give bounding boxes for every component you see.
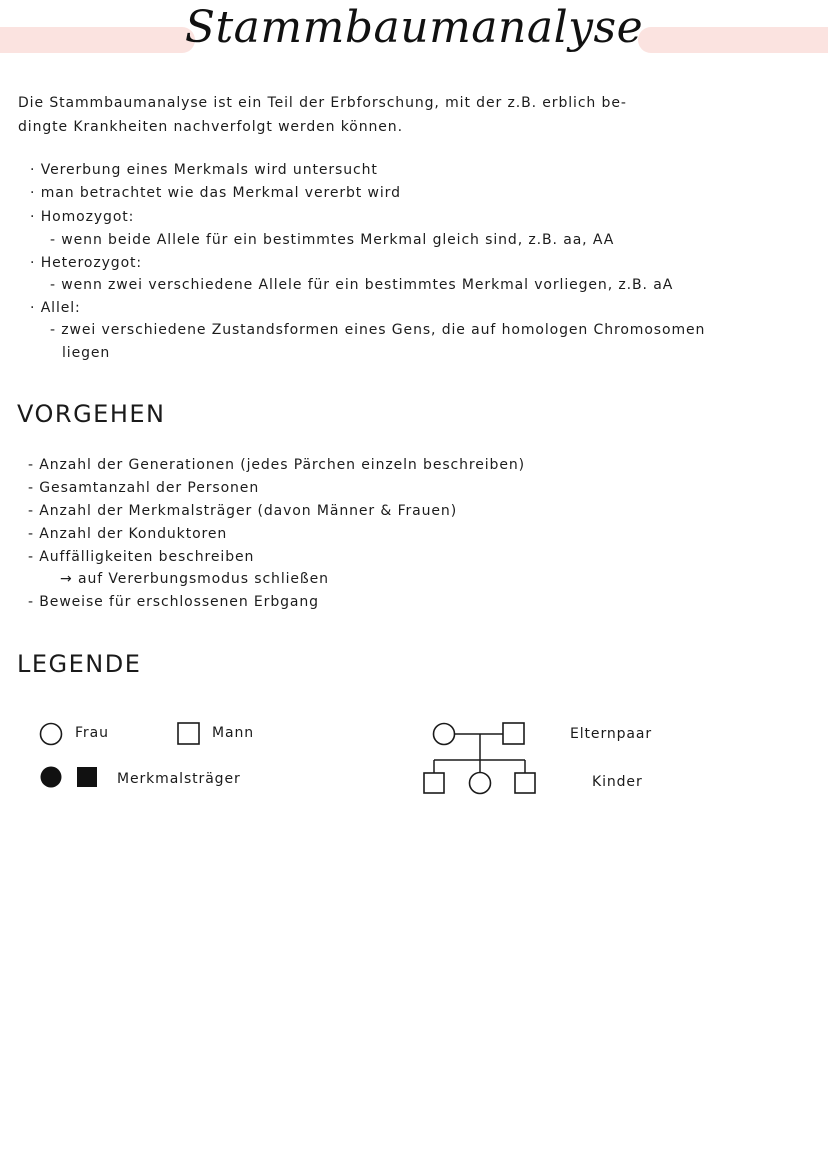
bullet-item: · Allel: — [30, 300, 81, 316]
female-symbol — [41, 724, 62, 745]
vorgehen-heading: VORGEHEN — [17, 400, 166, 428]
legend-label-kinder: Kinder — [592, 774, 643, 790]
child-female-symbol — [470, 773, 491, 794]
step-item: - Auffälligkeiten beschreiben — [28, 549, 255, 565]
intro-line: dingte Krankheiten nachverfolgt werden können. — [18, 119, 403, 135]
sub-bullet-item: - wenn beide Allele für ein bestimmtes Merkmal gleich sind, z.B. aa, AA — [50, 232, 615, 248]
male-symbol — [178, 723, 199, 744]
step-conclusion: → auf Vererbungsmodus schließen — [60, 571, 329, 587]
parent-male-symbol — [503, 723, 524, 744]
step-item: - Gesamtanzahl der Personen — [28, 480, 260, 496]
legende-heading: LEGENDE — [17, 650, 142, 678]
legend-symbols — [0, 700, 828, 810]
bullet-item: · man betrachtet wie das Merkmal vererbt wird — [30, 185, 401, 201]
step-item: - Anzahl der Konduktoren — [28, 526, 228, 542]
child-male-symbol — [515, 773, 535, 793]
page-title: Stammbaumanalyse — [184, 2, 644, 53]
pedigree-example — [424, 723, 535, 794]
step-item: - Beweise für erschlossenen Erbgang — [28, 594, 319, 610]
sub-bullet-item: - zwei verschiedene Zustandsformen eines Gens, die auf homologen Chromosomen — [50, 322, 706, 338]
sub-bullet-continuation: liegen — [62, 345, 111, 361]
affected-male-symbol — [77, 767, 97, 787]
legend-label-mann: Mann — [212, 725, 255, 741]
legend-label-frau: Frau — [75, 725, 109, 741]
bullet-item: · Vererbung eines Merkmals wird untersucht — [30, 162, 378, 178]
bullet-item: · Heterozygot: — [30, 255, 143, 271]
affected-female-symbol — [41, 767, 62, 788]
child-male-symbol — [424, 773, 444, 793]
parent-female-symbol — [434, 724, 455, 745]
intro-line: Die Stammbaumanalyse ist ein Teil der Erbforschung, mit der z.B. erblich be- — [18, 95, 627, 111]
legend-label-elternpaar: Elternpaar — [570, 726, 653, 742]
bullet-item: · Homozygot: — [30, 209, 135, 225]
sub-bullet-item: - wenn zwei verschiedene Allele für ein bestimmtes Merkmal vorliegen, z.B. aA — [50, 277, 674, 293]
step-item: - Anzahl der Merkmalsträger (davon Männer & Frauen) — [28, 503, 458, 519]
intro-paragraph — [18, 93, 798, 141]
legend-label-merkmalstraeger: Merkmalsträger — [117, 771, 241, 787]
step-item: - Anzahl der Generationen (jedes Pärchen einzeln beschreiben) — [28, 457, 525, 473]
